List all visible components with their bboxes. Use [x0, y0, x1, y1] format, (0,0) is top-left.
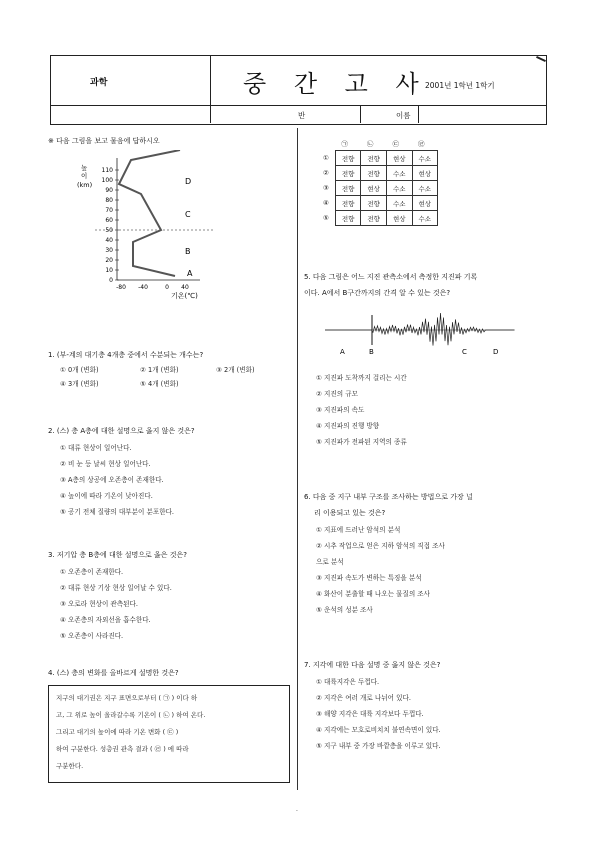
- q5-option-5[interactable]: ⑤ 지진파가 전파된 지역의 종류: [316, 438, 407, 446]
- q4-text: 4. (스) 층의 변화를 올바르게 설명한 것은?: [48, 669, 179, 677]
- q6-option-4[interactable]: ④ 화산이 분출할 때 나오는 물질의 조사: [316, 590, 431, 598]
- answer-header-2: ㉡: [366, 139, 374, 148]
- graph-xtick-label: 0: [165, 284, 169, 291]
- seismo-label-d: D: [493, 348, 499, 356]
- header-divider-1: [210, 55, 211, 105]
- table-row[interactable]: [317, 211, 438, 226]
- answer-cell: 전향: [361, 211, 387, 226]
- seismo-label-c: C: [462, 348, 467, 356]
- q4-passage-line-1: 지구의 대기권은 지구 표면으로부터 ( ㉠ ) 이다 하: [56, 694, 198, 702]
- table-row[interactable]: [317, 166, 438, 181]
- q4-passage-line-3: 그리고 대기의 높이에 따라 기온 변화 ( ㉢ ): [56, 728, 179, 736]
- graph-ytick-label: 80: [105, 197, 113, 204]
- graph-ytick-label: 30: [105, 247, 113, 254]
- q7-option-5[interactable]: ⑤ 지구 내부 중 가장 바깥층을 이루고 있다.: [316, 742, 441, 750]
- graph-ytick-label: 40: [105, 237, 113, 244]
- q2-text: 2. (스) 층 A층에 대한 설명으로 옳지 않은 것은?: [48, 427, 195, 435]
- intro-text: ※ 다음 그림을 보고 물음에 답하시오: [48, 137, 160, 145]
- q3-option-5[interactable]: ⑤ 오존층이 사라진다.: [60, 632, 124, 640]
- answer-num: ③: [323, 184, 329, 192]
- q5-text-2: 이다. A에서 B구간까지의 간격 알 수 있는 것은?: [304, 289, 451, 297]
- q2-option-3[interactable]: ③ A층의 상공에 오존층이 존재한다.: [60, 476, 164, 484]
- seismo-label-a: A: [340, 348, 345, 356]
- graph-ytick-label: 70: [105, 207, 113, 214]
- temperature-height-graph: [75, 150, 245, 315]
- answer-cell: 현상: [412, 166, 438, 181]
- q5-option-4[interactable]: ④ 지진파의 진행 방향: [316, 422, 380, 430]
- q4-passage-line-2: 고, 그 위로 높이 올라갈수록 기온이 ( ㉡ ) 하여 온다.: [56, 711, 206, 719]
- layer-label-a: A: [187, 269, 193, 278]
- answer-cell: 전향: [361, 166, 387, 181]
- header-divider-3: [210, 105, 211, 123]
- graph-xlabel: 기온(℃): [171, 292, 198, 300]
- answer-num: ④: [323, 199, 329, 207]
- layer-label-c: C: [185, 210, 191, 219]
- graph-xtick-label: -40: [138, 284, 148, 291]
- q1-option-1[interactable]: ① 0개 (변화): [60, 366, 99, 374]
- q3-option-1[interactable]: ① 오존층이 존재한다.: [60, 568, 124, 576]
- graph-xtick-label: 40: [181, 284, 189, 291]
- q3-text: 3. 저기압 층 B층에 대한 설명으로 옳은 것은?: [48, 551, 187, 559]
- seismic-wave: [325, 313, 514, 346]
- graph-ytick-label: 90: [105, 187, 113, 194]
- name-label: 이름: [396, 111, 411, 120]
- header-divider-2: [50, 105, 546, 106]
- q4-answer-table: [317, 136, 438, 226]
- header-divider-5: [418, 105, 419, 123]
- q1-option-4[interactable]: ④ 3개 (변화): [60, 380, 99, 388]
- answer-cell: 전향: [335, 151, 361, 166]
- q2-option-2[interactable]: ② 비 눈 등 날씨 현상 일어난다.: [60, 460, 151, 468]
- answer-header-1: ㉠: [341, 139, 348, 148]
- class-label: 반: [298, 111, 306, 120]
- table-row[interactable]: [317, 196, 438, 211]
- answer-cell: 전향: [335, 181, 361, 196]
- q6-option-2[interactable]: ② 시추 작업으로 얻은 지하 암석의 직접 조사: [316, 542, 445, 550]
- q3-option-4[interactable]: ④ 오존층의 자외선을 흡수한다.: [60, 616, 151, 624]
- q7-option-1[interactable]: ① 대륙지각은 두껍다.: [316, 678, 380, 686]
- q7-text: 7. 지각에 대한 다음 설명 중 옳지 않은 것은?: [304, 661, 441, 669]
- q7-option-3[interactable]: ③ 해양 지각은 대륙 지각보다 두껍다.: [316, 710, 424, 718]
- answer-table-header: [317, 136, 438, 151]
- q1-option-5[interactable]: ⑤ 4개 (변화): [140, 380, 179, 388]
- temperature-curve: [119, 150, 180, 276]
- graph-ytick-label: 100: [101, 177, 113, 184]
- answer-cell: 전향: [335, 166, 361, 181]
- column-divider: [297, 128, 298, 790]
- graph-ytick-label: 0: [109, 277, 113, 284]
- layer-label-b: B: [185, 247, 191, 256]
- exam-date: 2001년 1학년 1학기: [425, 81, 495, 90]
- q1-option-3[interactable]: ③ 2개 (변화): [216, 366, 255, 374]
- subject-label: 과학: [90, 78, 108, 88]
- q3-option-3[interactable]: ③ 오로라 현상이 관측된다.: [60, 600, 138, 608]
- q6-option-3[interactable]: ③ 지진파 속도가 변하는 특징을 분석: [316, 574, 422, 582]
- answer-cell: 수소: [412, 181, 438, 196]
- q6-text-2: 리 이용되고 있는 것은?: [314, 509, 386, 517]
- answer-cell: 수소: [386, 166, 412, 181]
- answer-num: ①: [323, 154, 329, 162]
- graph-ytick-label: 20: [105, 257, 113, 264]
- q5-option-2[interactable]: ② 지진의 규모: [316, 390, 358, 398]
- footer-mark: .: [296, 806, 298, 813]
- seismo-label-b: B: [369, 348, 374, 356]
- answer-cell: 전향: [361, 196, 387, 211]
- answer-cell: 전향: [335, 196, 361, 211]
- table-row[interactable]: [317, 151, 438, 166]
- q3-option-2[interactable]: ② 대류 현상 기상 현상 일어날 수 있다.: [60, 584, 172, 592]
- q6-option-2-cont: 으로 분석: [316, 558, 344, 566]
- table-row[interactable]: [317, 181, 438, 196]
- answer-header-3: ㉢: [392, 139, 399, 148]
- q7-option-4[interactable]: ④ 지각에는 모호로비치치 불연속면이 있다.: [316, 726, 441, 734]
- graph-ylabel-3: (km): [77, 181, 93, 189]
- graph-ytick-label: 50: [105, 227, 113, 234]
- q2-option-1[interactable]: ① 대류 현상이 일어난다.: [60, 444, 132, 452]
- graph-ytick-label: 10: [105, 267, 113, 274]
- header-divider-4: [360, 105, 361, 123]
- answer-cell: 수소: [412, 211, 438, 226]
- q5-text: 5. 다음 그림은 어느 지진 관측소에서 측정한 지진파 기록: [304, 273, 478, 281]
- answer-cell: 수소: [386, 196, 412, 211]
- q5-option-3[interactable]: ③ 지진파의 속도: [316, 406, 365, 414]
- answer-header-4: ㉣: [418, 139, 425, 148]
- answer-num: ②: [323, 169, 329, 177]
- graph-ylabel-1: 높: [81, 164, 88, 172]
- q2-option-4[interactable]: ④ 높이에 따라 기온이 낮아진다.: [60, 492, 153, 500]
- q6-option-1[interactable]: ① 지표에 드러난 암석의 분석: [316, 526, 401, 534]
- answer-cell: 전향: [335, 211, 361, 226]
- answer-cell: 현상: [386, 211, 412, 226]
- answer-num: ⑤: [323, 214, 329, 222]
- graph-ytick-label: 110: [101, 167, 113, 174]
- q4-passage-line-4: 하여 구분한다. 성층권 관측 결과 ( ㉣ ) 에 따라: [56, 745, 189, 753]
- page-title: 중 간 고 사: [243, 70, 429, 98]
- graph-ylabel-2: 이: [81, 172, 88, 180]
- answer-cell: 수소: [386, 181, 412, 196]
- q1-text: 1. (부-계의 대기층 4개층 중에서 수분되는 개수는?: [48, 351, 204, 359]
- q6-option-5[interactable]: ⑤ 운석의 성분 조사: [316, 606, 373, 614]
- q4-passage-line-5: 구분한다.: [56, 762, 84, 770]
- q7-option-2[interactable]: ② 지각은 여러 개로 나뉘어 있다.: [316, 694, 411, 702]
- answer-cell: 현상: [386, 151, 412, 166]
- q6-text: 6. 다음 중 지구 내부 구조를 조사하는 방법으로 가장 널: [304, 493, 473, 501]
- graph-xtick-label: -80: [116, 284, 126, 291]
- answer-cell: 수소: [412, 151, 438, 166]
- answer-cell: 전향: [361, 151, 387, 166]
- q5-option-1[interactable]: ① 지진파 도착까지 걸리는 시간: [316, 374, 407, 382]
- answer-cell: 현상: [361, 181, 387, 196]
- layer-label-d: D: [185, 177, 192, 186]
- graph-ytick-label: 60: [105, 217, 113, 224]
- q1-option-2[interactable]: ② 1개 (변화): [140, 366, 179, 374]
- q2-option-5[interactable]: ⑤ 공기 전체 질량의 대부분이 분포한다.: [60, 508, 175, 516]
- seismogram: [325, 310, 515, 360]
- answer-cell: 현상: [412, 196, 438, 211]
